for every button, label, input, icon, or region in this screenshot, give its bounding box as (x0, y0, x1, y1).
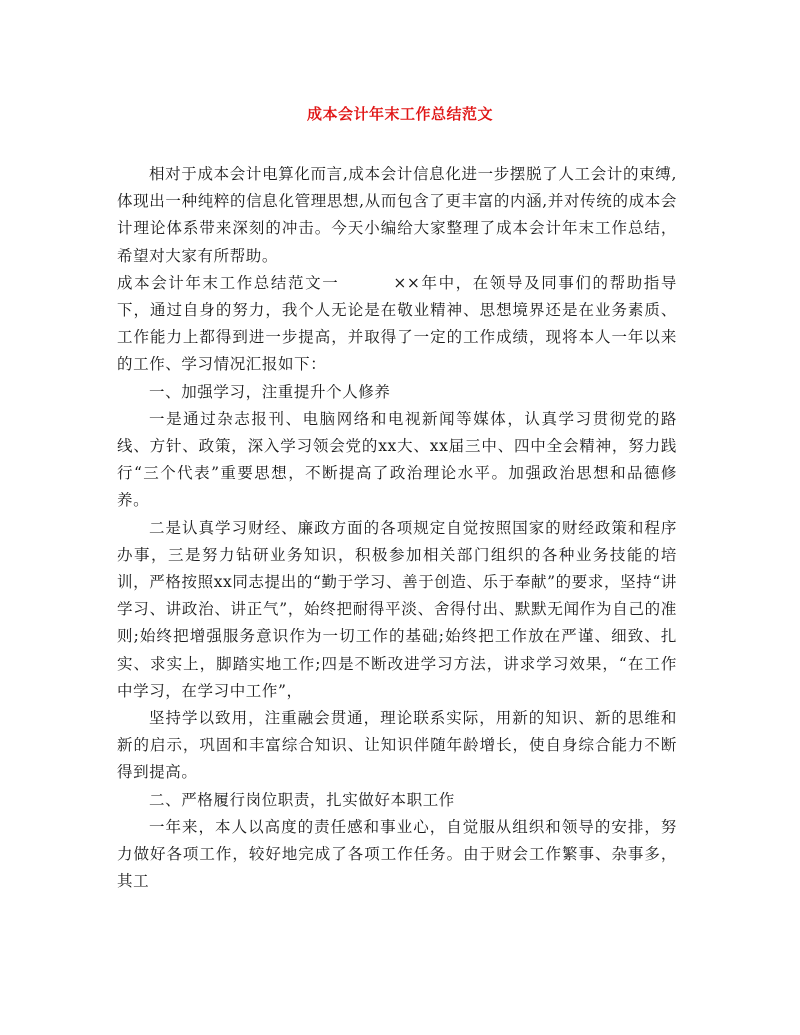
sample-start-text: ××年中，在领导及同事们的帮助指导下，通过自身的努力，我个人无论是在敬业精神、思想境界还是在业务素质、工作能力上都得到进一步提高，并取得了一定的工作成绩，现将本人一年以来的工作、学习情况汇报如下： (117, 273, 677, 374)
paragraph-3: 坚持学以致用，注重融会贯通，理论联系实际，用新的知识、新的思维和新的启示，巩固和丰富综合知识、让知识伴随年龄增长，使自身综合能力不断得到提高。 (117, 709, 677, 782)
paragraph-2: 二是认真学习财经、廉政方面的各项规定自觉按照国家的财经政策和程序办事，三是努力钻研业务知识，积极参加相关部门组织的各种业务技能的培训，严格按照xx同志提出的“勤于学习、善于创造、乐于奉献”的要求，坚持“讲学习、讲政治、讲正气”，始终把耐得平淡、舍得付出、默默无闻作为自己的准则;始终把增强服务意识作为一切工作的基础;始终把工作放在严谨、细致、扎实、求实上，脚踏实地工作;四是不断改进学习方法，讲求学习效果，“在工作中学习，在学习中工作”， (117, 518, 677, 700)
document-title: 成本会计年末工作总结范文 (306, 105, 493, 123)
sample-paragraph (117, 270, 677, 379)
paragraph-4: 一年来，本人以高度的责任感和事业心，自觉服从组织和领导的安排，努力做好各项工作，较好地完成了各项工作任务。由于财会工作繁事、杂事多，其工 (117, 817, 677, 891)
paragraph-1: 一是通过杂志报刊、电脑网络和电视新闻等媒体，认真学习贯彻党的路线、方针、政策，深入学习领会党的xx大、xx届三中、四中全会精神，努力践行“三个代表”重要思想，不断提高了政治理论水平。加强政治思想和品德修养。 (117, 409, 677, 510)
intro-paragraph: 相对于成本会计电算化而言,成本会计信息化进一步摆脱了人工会计的束缚,体现出一种纯粹的信息化管理思想,从而包含了更丰富的内涵,并对传统的成本会计理论体系带来深刻的冲击。今天小编给大家整理了成本会计年末工作总结，希望对大家有所帮助。 (117, 165, 677, 265)
section-heading-2: 二、严格履行岗位职责，扎实做好本职工作 (149, 790, 455, 809)
sample-label: 成本会计年末工作总结范文一 (117, 273, 340, 292)
section-heading-1: 一、加强学习，注重提升个人修养 (149, 382, 391, 401)
document-body (117, 161, 677, 895)
